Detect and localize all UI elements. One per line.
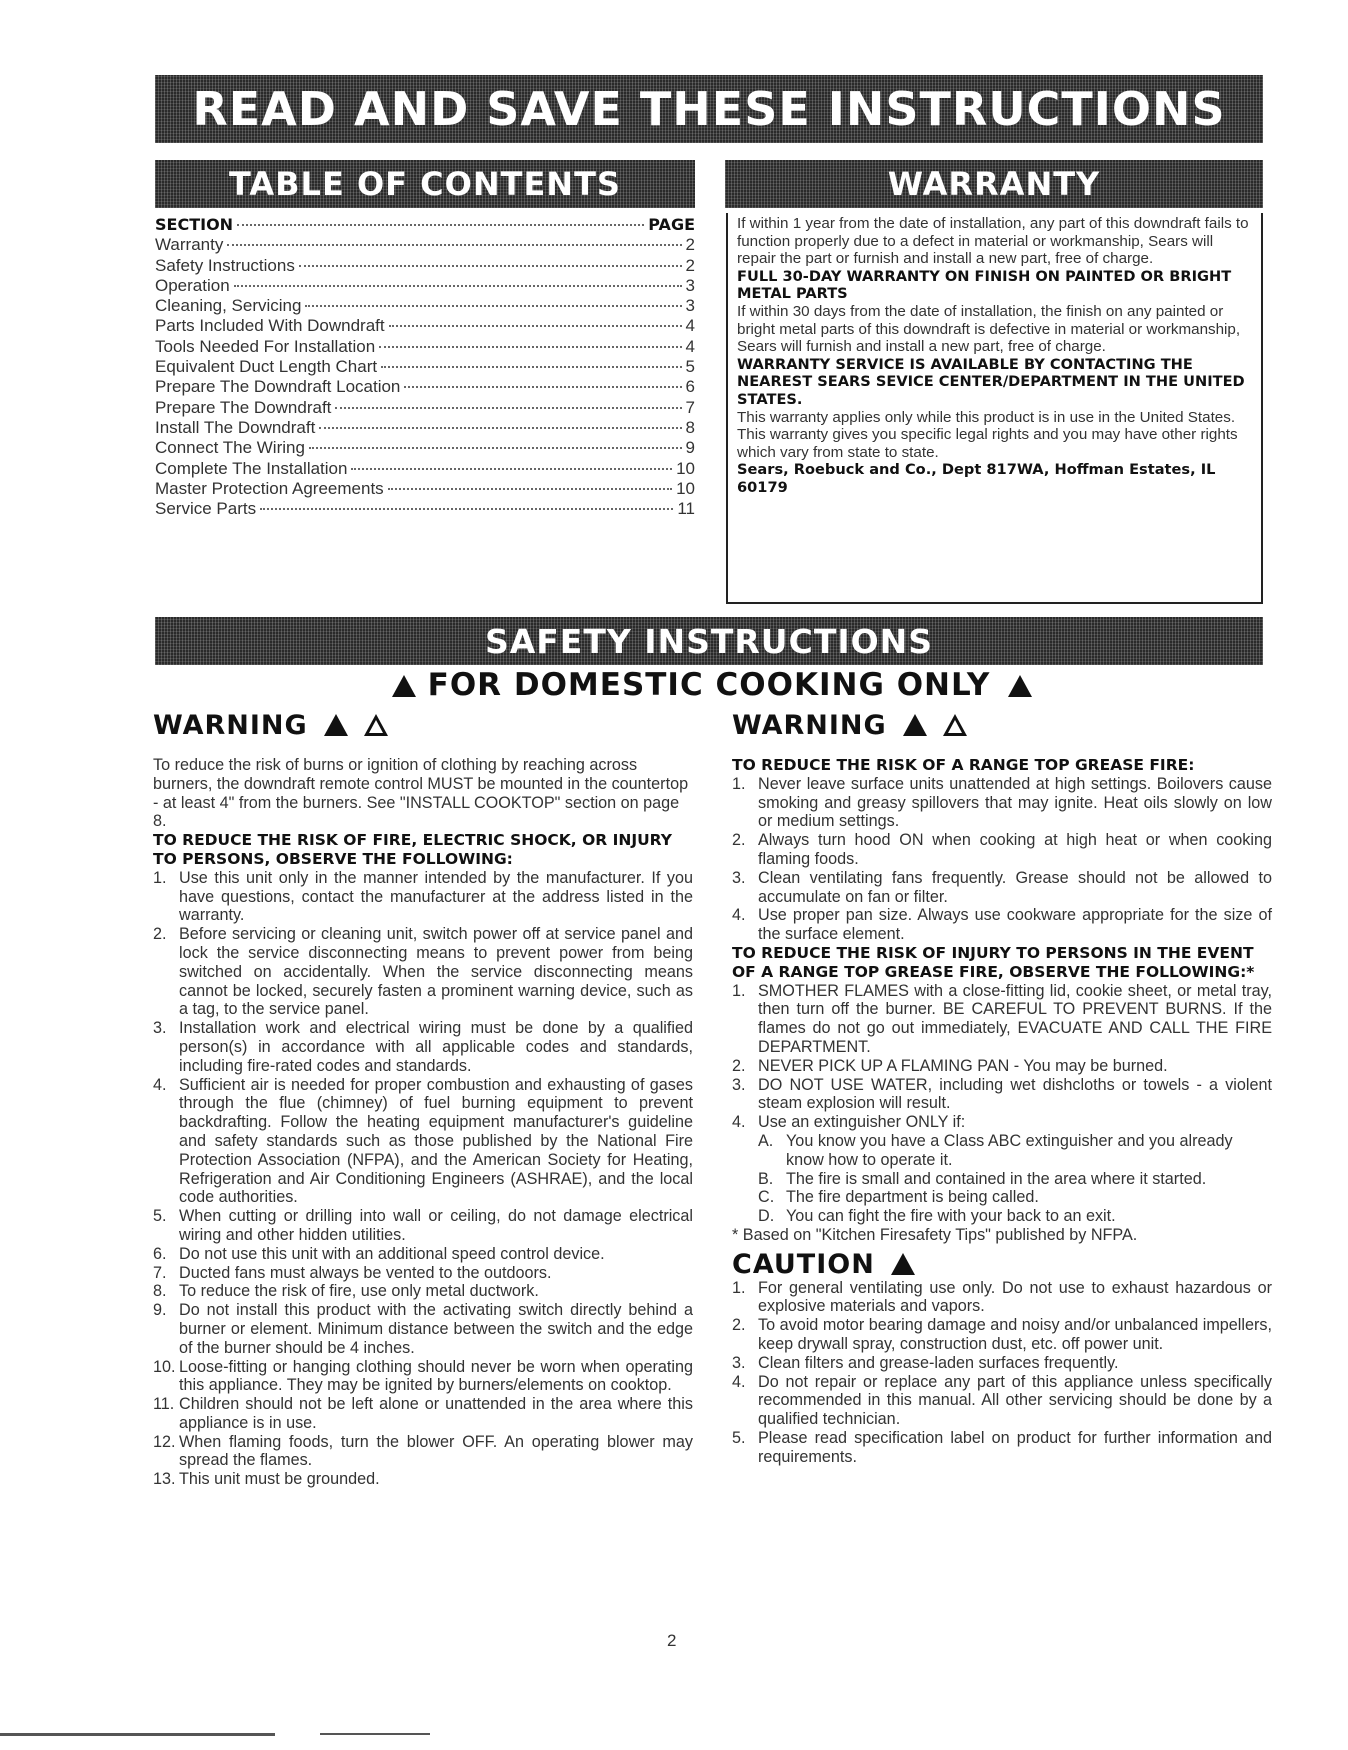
- toc-row-label: Cleaning, Servicing: [155, 296, 302, 316]
- safety-item: [153, 1433, 693, 1471]
- toc-page-label: PAGE: [648, 215, 695, 234]
- safety-banner-title: SAFETY INSTRUCTIONS: [484, 621, 934, 661]
- toc-row: [155, 418, 695, 438]
- warning-triangle-icon: [392, 675, 416, 697]
- toc-row-page: 2: [685, 235, 695, 255]
- grease-fire-response-item: [732, 1076, 1272, 1114]
- item-text: Always turn hood ON when cooking at high heat or when cooking flaming foods.: [758, 831, 1272, 868]
- warranty-paragraph-2: If within 30 days from the date of installation, the finish on any painted or bright metal parts of this downdraft is defective in material or workmanship, Sears will furnish and install a new part, free of charge.: [737, 302, 1241, 356]
- safety-item: [153, 1207, 693, 1245]
- item-text: Ducted fans must always be vented to the outdoors.: [179, 1263, 552, 1282]
- toc-row: [155, 316, 695, 336]
- item-text: Use proper pan size. Always use cookware appropriate for the size of the surface element.: [758, 906, 1272, 944]
- item-text: The fire is small and contained in the area where it started.: [786, 1169, 1207, 1188]
- safety-item: [153, 1019, 693, 1075]
- toc-row-label: Prepare The Downdraft Location: [155, 377, 401, 397]
- safety-item: [153, 925, 693, 1019]
- toc-row-page: 3: [685, 296, 695, 316]
- table-of-contents: [155, 215, 695, 519]
- caution-item: [732, 1354, 1272, 1373]
- item-number: 3.: [153, 1019, 167, 1038]
- item-letter: B.: [758, 1169, 774, 1188]
- warranty-paragraph-3: This warranty applies only while this product is in use in the United States. This warranty gives you specific legal rights and you may have other rights which vary from state to state.: [737, 408, 1238, 461]
- item-text: Do not install this product with the activating switch directly behind a burner or element. Minimum distance between the switch and the edge of the burner should be 4 inches.: [179, 1301, 693, 1357]
- item-text: DO NOT USE WATER, including wet dishcloths or towels - a violent steam explosion will result.: [758, 1075, 1272, 1113]
- item-number: 6.: [153, 1244, 167, 1263]
- toc-section-label: SECTION: [155, 215, 234, 234]
- caution-item: [732, 1429, 1272, 1467]
- warranty-paragraph-1: If within 1 year from the date of installation, any part of this downdraft fails to function properly due to a defect in material or workmanship, Sears will repair the part or furnish and install a new part, free of charge.: [737, 215, 1249, 268]
- item-number: 4.: [732, 1372, 746, 1391]
- item-letter: D.: [758, 1207, 775, 1226]
- caution-list: [732, 1279, 1272, 1467]
- item-number: 2.: [732, 1316, 746, 1335]
- toc-row-label: Install The Downdraft: [155, 417, 316, 437]
- footer-rule: [0, 1733, 275, 1736]
- toc-row-label: Master Protection Agreements: [155, 478, 384, 498]
- safety-item: [153, 1301, 693, 1357]
- item-text: Clean filters and grease-laden surfaces frequently.: [758, 1353, 1119, 1372]
- caution-text: CAUTION: [732, 1248, 875, 1280]
- toc-row-label: Prepare The Downdraft: [155, 397, 332, 417]
- toc-row: [155, 256, 695, 276]
- toc-leader: [351, 468, 672, 470]
- domestic-cooking-text: FOR DOMESTIC COOKING ONLY: [427, 667, 991, 703]
- main-banner-title: READ AND SAVE THESE INSTRUCTIONS: [192, 82, 1226, 136]
- item-number: 1.: [732, 1278, 746, 1297]
- extinguisher-condition: [732, 1170, 1272, 1189]
- right-subhead-1: TO REDUCE THE RISK OF A RANGE TOP GREASE FIRE:: [732, 756, 1195, 774]
- item-number: 5.: [732, 1428, 746, 1447]
- toc-row-label: Equivalent Duct Length Chart: [155, 357, 378, 377]
- safety-item: [153, 1264, 693, 1283]
- toc-row: [155, 377, 695, 397]
- item-text: Never leave surface units unattended at high settings. Boilovers cause smoking and greasy spillovers that may ignite. Heat oils slowly on low or medium settings.: [758, 774, 1272, 831]
- grease-fire-item: [732, 869, 1272, 907]
- item-text: This unit must be grounded.: [179, 1470, 380, 1489]
- warranty-banner: [725, 160, 1263, 208]
- warning-triangle-icon: [324, 714, 348, 736]
- item-number: 3.: [732, 1353, 746, 1372]
- toc-leader: [234, 285, 682, 287]
- extinguisher-condition: [732, 1188, 1272, 1207]
- caution-heading: [732, 1248, 1272, 1280]
- safety-item: [153, 1470, 693, 1489]
- item-number: 2.: [732, 831, 746, 850]
- grease-fire-response-item: [732, 1113, 1272, 1132]
- safety-item: [153, 1076, 693, 1208]
- item-number: 5.: [153, 1207, 167, 1226]
- safety-item: [153, 1245, 693, 1264]
- item-text: To reduce the risk of fire, use only metal ductwork.: [179, 1282, 539, 1301]
- toc-row-page: 8: [685, 417, 695, 437]
- right-subhead-2: TO REDUCE THE RISK OF INJURY TO PERSONS IN THE EVENT OF A RANGE TOP GREASE FIRE, OBSERVE THE FOLLOWING:*: [732, 943, 1255, 981]
- item-text: For general ventilating use only. Do not use to exhaust hazardous or explosive materials and vapors.: [758, 1278, 1272, 1316]
- item-number: 1.: [153, 868, 167, 887]
- toc-leader: [404, 386, 681, 388]
- item-number: 13.: [153, 1470, 176, 1489]
- warning-triangle-outline-icon: [943, 714, 967, 736]
- toc-row-label: Connect The Wiring: [155, 438, 305, 458]
- item-number: 1.: [732, 774, 746, 793]
- left-intro: To reduce the risk of burns or ignition of clothing by reaching across burners, the downdraft remote control MUST be mounted in the countertop - at least 4" from the burners. See "INSTALL COOKTOP" section on page 8.: [153, 756, 689, 831]
- toc-row-page: 4: [685, 336, 695, 356]
- right-safety-column: [732, 756, 1272, 1466]
- toc-row: [155, 479, 695, 499]
- toc-leader: [388, 488, 672, 490]
- item-text: Do not repair or replace any part of this appliance unless specifically recommended in this manual. All other servicing should be done by a qualified technician.: [758, 1372, 1272, 1429]
- extinguisher-condition: [732, 1132, 1272, 1170]
- left-subhead: TO REDUCE THE RISK OF FIRE, ELECTRIC SHOCK, OR INJURY TO PERSONS, OBSERVE THE FOLLOWING:: [153, 831, 672, 868]
- footer-rule: [320, 1733, 430, 1735]
- item-number: 8.: [153, 1282, 167, 1301]
- item-letter: A.: [758, 1131, 774, 1150]
- domestic-cooking-heading: [155, 667, 1263, 703]
- right-warning-text: WARNING: [732, 710, 887, 741]
- item-number: 3.: [732, 1075, 746, 1094]
- right-safety-list-1: [732, 775, 1272, 944]
- item-text: Before servicing or cleaning unit, switch power off at service panel and lock the service disconnecting means to prevent power from being switched on accidentally. When the service disconnecting means cannot be locked, securely fasten a prominent warning device, such as a tag, to the service panel.: [179, 925, 693, 1019]
- item-text: Please read specification label on product for further information and requirements.: [758, 1428, 1272, 1466]
- toc-banner: [155, 160, 695, 208]
- item-text: Use an extinguisher ONLY if:: [758, 1113, 966, 1132]
- item-number: 2.: [732, 1056, 746, 1075]
- safety-item: [153, 1358, 693, 1396]
- toc-leader: [319, 427, 681, 429]
- right-warning-heading: [732, 710, 967, 741]
- toc-row-page: 9: [685, 438, 695, 458]
- toc-row-label: Tools Needed For Installation: [155, 336, 376, 356]
- warranty-heading-service: WARRANTY SERVICE IS AVAILABLE BY CONTACTING THE NEAREST SEARS SEVICE CENTER/DEPARTMENT IN THE UNITED STATES.: [737, 355, 1245, 408]
- caution-item: [732, 1279, 1272, 1317]
- item-number: 3.: [732, 868, 746, 887]
- item-text: You know you have a Class ABC extinguisher and you already know how to operate it.: [786, 1131, 1233, 1169]
- item-text: Clean ventilating fans frequently. Grease should not be allowed to accumulate on fan or filter.: [758, 868, 1272, 906]
- right-safety-list-2: [732, 982, 1272, 1132]
- page-number: 2: [667, 1631, 677, 1650]
- item-text: Use this unit only in the manner intended by the manufacturer. If you have questions, contact the manufacturer at the address listed in the warranty.: [179, 868, 693, 925]
- item-number: 10.: [153, 1357, 176, 1376]
- toc-row-page: 4: [685, 316, 695, 336]
- toc-row: [155, 459, 695, 479]
- toc-leader: [260, 508, 673, 510]
- item-text: Children should not be left alone or unattended in the area where this appliance is in use.: [179, 1395, 693, 1432]
- toc-row-page: 6: [685, 377, 695, 397]
- safety-item: [153, 869, 693, 925]
- toc-row-page: 10: [676, 478, 695, 498]
- warranty-address: Sears, Roebuck and Co., Dept 817WA, Hoffman Estates, IL 60179: [737, 461, 1216, 496]
- grease-fire-item: [732, 831, 1272, 869]
- toc-leader: [305, 305, 681, 307]
- item-number: 1.: [732, 981, 746, 1000]
- toc-leader: [381, 366, 681, 368]
- item-text: SMOTHER FLAMES with a close-fitting lid, cookie sheet, or metal tray, then turn off the burner. BE CAREFUL TO PREVENT BURNS. If the flames do not go out immediately, EVACUATE AND CALL THE FIRE DEPARTMENT.: [758, 981, 1272, 1056]
- warranty-box: [726, 213, 1263, 604]
- item-number: 7.: [153, 1263, 167, 1282]
- toc-row-page: 7: [685, 397, 695, 417]
- toc-leader: [379, 346, 681, 348]
- toc-row-page: 5: [685, 357, 695, 377]
- item-text: You can fight the fire with your back to an exit.: [786, 1207, 1116, 1226]
- extinguisher-conditions: [732, 1132, 1272, 1226]
- toc-row: [155, 499, 695, 519]
- warranty-banner-title: WARRANTY: [887, 165, 1101, 203]
- left-warning-text: WARNING: [153, 710, 308, 741]
- item-number: 4.: [732, 1113, 746, 1132]
- item-number: 4.: [732, 906, 746, 925]
- item-number: 4.: [153, 1075, 167, 1094]
- extinguisher-condition: [732, 1207, 1272, 1226]
- item-text: The fire department is being called.: [786, 1188, 1039, 1207]
- toc-leader: [299, 265, 682, 267]
- toc-row-page: 2: [685, 255, 695, 275]
- toc-row: [155, 357, 695, 377]
- safety-item: [153, 1395, 693, 1433]
- item-text: NEVER PICK UP A FLAMING PAN - You may be burned.: [758, 1056, 1168, 1075]
- toc-row-page: 11: [677, 499, 695, 519]
- toc-row: [155, 296, 695, 316]
- item-text: Installation work and electrical wiring must be done by a qualified person(s) in accordance with all applicable codes and standards, including fire-rated codes and standards.: [179, 1019, 693, 1075]
- warning-triangle-outline-icon: [364, 714, 388, 736]
- item-letter: C.: [758, 1188, 775, 1207]
- grease-fire-response-item: [732, 982, 1272, 1057]
- item-text: Sufficient air is needed for proper combustion and exhausting of gases through the flue (chimney) of fuel burning equipment to prevent backdrafting. Follow the heating equipment manufacturer's guideline and safety standards such as those published by the National Fire Protection Association (NFPA), and the American Society for Heating, Refrigeration and Air Conditioning Engineers (ASHRAE), and the local code authorities.: [179, 1075, 693, 1207]
- toc-row-page: 3: [685, 275, 695, 295]
- toc-row-label: Warranty: [155, 235, 224, 255]
- warranty-heading-finish: FULL 30-DAY WARRANTY ON FINISH ON PAINTED OR BRIGHT METAL PARTS: [737, 267, 1232, 303]
- toc-row-label: Service Parts: [155, 499, 257, 519]
- caution-item: [732, 1316, 1272, 1354]
- toc-row: [155, 398, 695, 418]
- item-number: 2.: [153, 925, 167, 944]
- safety-banner: [155, 617, 1263, 665]
- toc-rows: [155, 235, 695, 519]
- toc-leader: [237, 224, 644, 226]
- toc-leader: [389, 325, 682, 327]
- toc-row: [155, 438, 695, 458]
- caution-item: [732, 1373, 1272, 1429]
- toc-row: [155, 337, 695, 357]
- toc-leader: [227, 244, 681, 246]
- grease-fire-response-item: [732, 1057, 1272, 1076]
- left-warning-heading: [153, 710, 388, 741]
- warning-triangle-icon: [1008, 675, 1032, 697]
- toc-banner-title: TABLE OF CONTENTS: [229, 165, 621, 203]
- item-text: Do not use this unit with an additional speed control device.: [179, 1244, 605, 1263]
- item-number: 12.: [153, 1432, 176, 1451]
- toc-row-label: Complete The Installation: [155, 458, 348, 478]
- warning-triangle-icon: [903, 714, 927, 736]
- item-number: 9.: [153, 1301, 167, 1320]
- item-text: When flaming foods, turn the blower OFF. An operating blower may spread the flames.: [179, 1432, 693, 1470]
- item-number: 11.: [153, 1395, 175, 1414]
- grease-fire-item: [732, 906, 1272, 944]
- toc-header-row: [155, 215, 695, 235]
- warning-triangle-icon: [891, 1253, 915, 1275]
- left-safety-list: [153, 869, 693, 1489]
- toc-row: [155, 276, 695, 296]
- safety-item: [153, 1282, 693, 1301]
- toc-row-label: Parts Included With Downdraft: [155, 316, 385, 336]
- grease-fire-item: [732, 775, 1272, 831]
- toc-row-label: Operation: [155, 275, 230, 295]
- item-text: When cutting or drilling into wall or ceiling, do not damage electrical wiring and other hidden utilities.: [179, 1207, 693, 1244]
- nfpa-footnote: * Based on "Kitchen Firesafety Tips" published by NFPA.: [732, 1225, 1138, 1244]
- toc-row-page: 10: [676, 458, 695, 478]
- left-safety-column: [153, 756, 693, 1489]
- item-text: Loose-fitting or hanging clothing should never be worn when operating this appliance. They may be ignited by burners/elements on cooktop.: [179, 1357, 693, 1395]
- toc-row-label: Safety Instructions: [155, 255, 295, 275]
- item-text: To avoid motor bearing damage and noisy and/or unbalanced impellers, keep drywall spray, construction dust, etc. off power unit.: [758, 1316, 1272, 1353]
- toc-row: [155, 235, 695, 255]
- toc-leader: [309, 447, 682, 449]
- main-banner: [155, 75, 1263, 143]
- toc-leader: [335, 407, 681, 409]
